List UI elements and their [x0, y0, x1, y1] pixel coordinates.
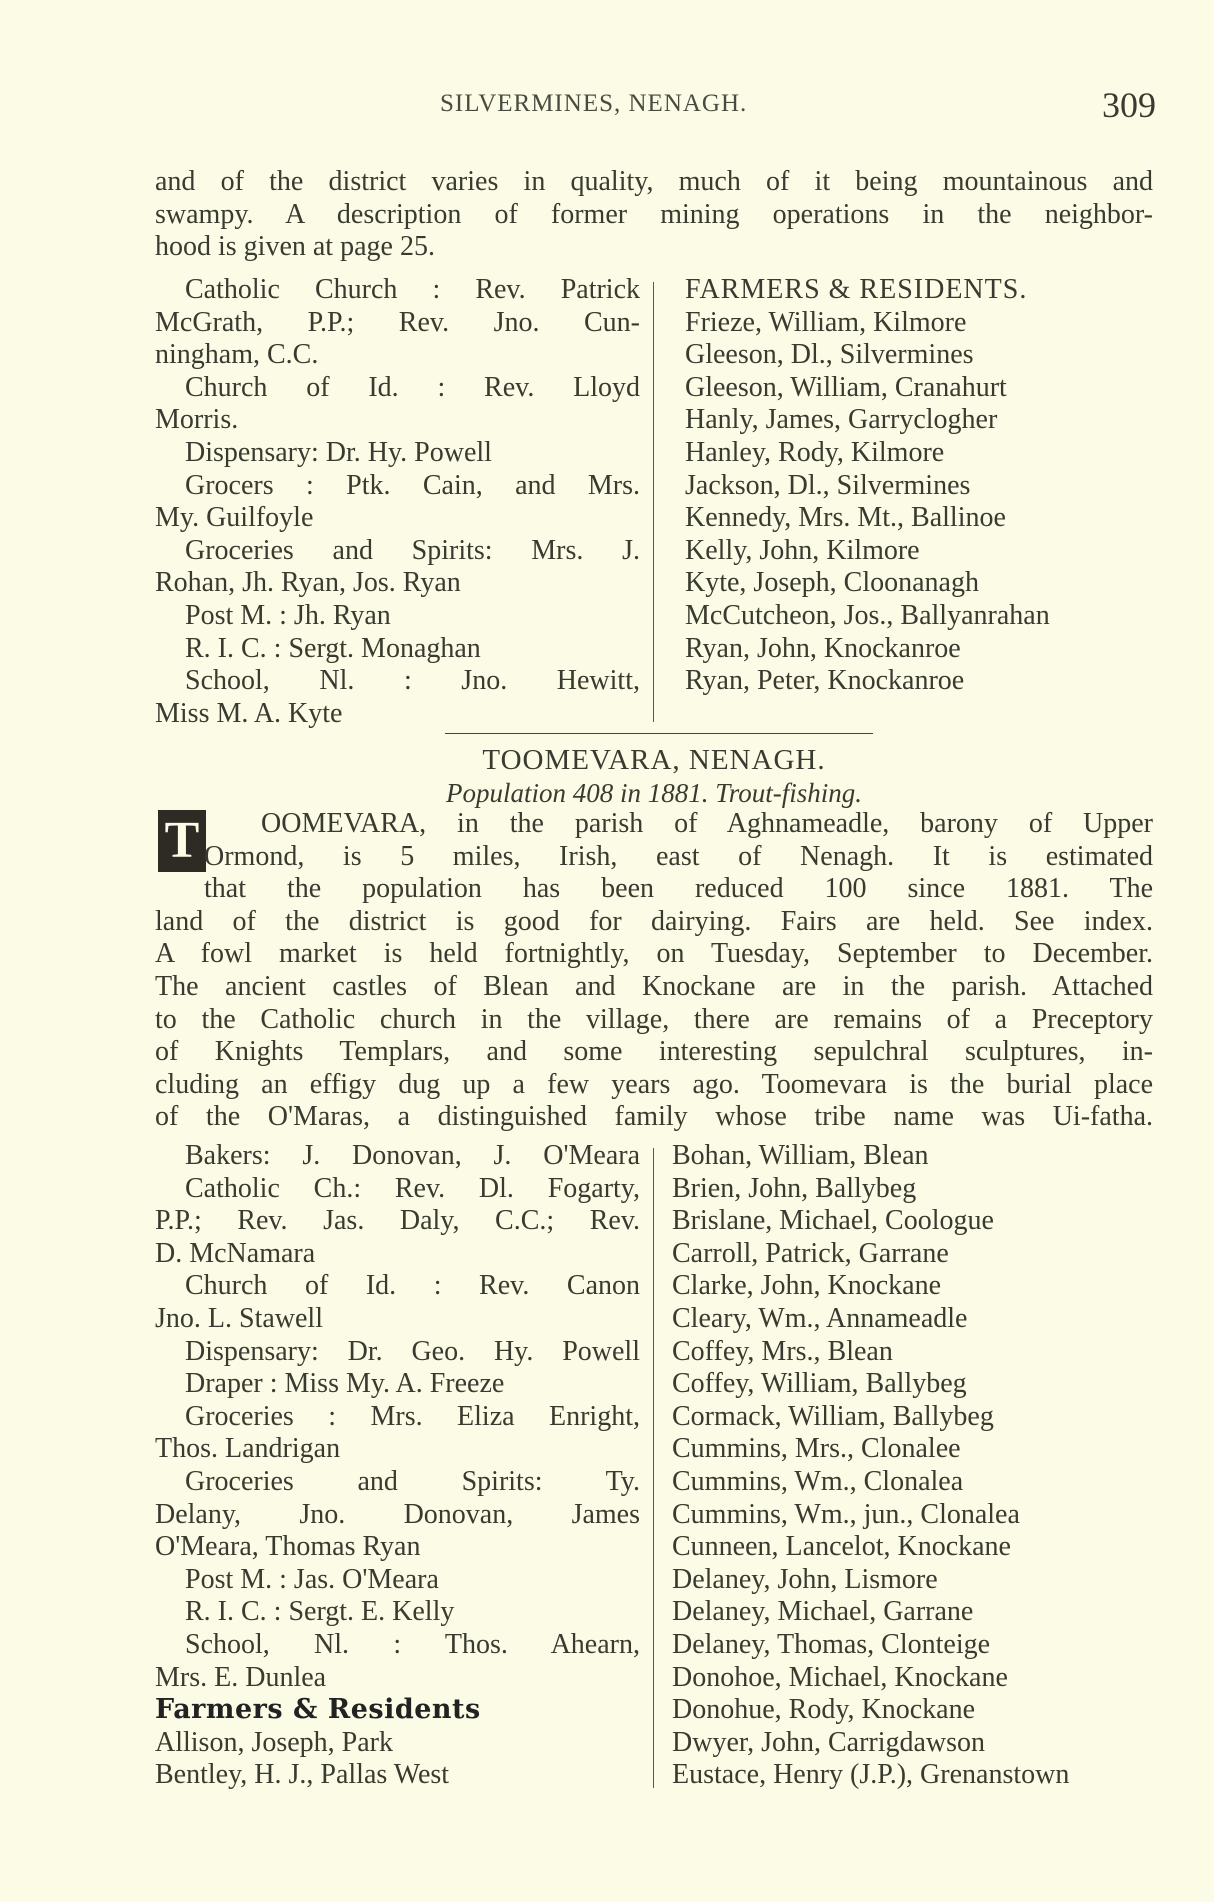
- resident-entry: Donohue, Rody, Knockane: [672, 1694, 976, 1726]
- text-line: swampy. A description of former mining operations in the neighbor-: [155, 198, 1153, 230]
- resident-entry: Cummins, Mrs., Clonalee: [672, 1433, 961, 1465]
- resident-entry: Jackson, Dl., Silvermines: [685, 469, 971, 501]
- resident-entry: Bohan, William, Blean: [672, 1140, 929, 1171]
- directory-entry: Delany, Jno. Donovan, James: [155, 1498, 640, 1530]
- directory-entry: Groceries and Spirits: Ty.: [185, 1465, 640, 1497]
- text-line: of Knights Templars, and some interesting sepulchral sculptures, in-: [155, 1036, 1153, 1068]
- directory-entry: Catholic Church : Rev. Patrick: [185, 274, 640, 305]
- directory-entry: Draper : Miss My. A. Freeze: [185, 1368, 505, 1400]
- silvermines-farmers: [685, 274, 1155, 698]
- resident-entry: Ryan, John, Knockanroe: [685, 632, 961, 664]
- directory-entry: ningham, C.C.: [155, 339, 319, 371]
- resident-entry: Cummins, Wm., jun., Clonalea: [672, 1498, 1020, 1530]
- directory-entry: Morris.: [155, 404, 239, 436]
- resident-entry: Coffey, Mrs., Blean: [672, 1335, 893, 1367]
- directory-entry: Bentley, H. J., Pallas West: [155, 1759, 450, 1791]
- directory-entry: Bakers: J. Donovan, J. O'Meara: [185, 1140, 640, 1171]
- text-line: cluding an effigy dug up a few years ago. Toomevara is the burial place: [155, 1068, 1153, 1100]
- text-line: hood is given at page 25.: [155, 231, 435, 263]
- directory-entry: O'Meara, Thomas Ryan: [155, 1531, 421, 1563]
- running-title: SILVERMINES, NENAGH.: [440, 90, 748, 117]
- resident-entry: Cummins, Wm., Clonalea: [672, 1465, 964, 1497]
- resident-entry: Hanley, Rody, Kilmore: [685, 436, 945, 468]
- toomevara-paragraph: [155, 808, 1153, 1134]
- resident-entry: Dwyer, John, Carrigdawson: [672, 1726, 986, 1758]
- directory-entry: Thos. Landrigan: [155, 1433, 341, 1465]
- directory-entry: Farmers & Residents: [155, 1694, 481, 1726]
- resident-entry: Cleary, Wm., Annameadle: [672, 1302, 968, 1334]
- directory-entry: Dispensary: Dr. Hy. Powell: [185, 436, 492, 468]
- directory-entry: School, Nl. : Jno. Hewitt,: [185, 665, 640, 697]
- directory-entry: R. I. C. : Sergt. Monaghan: [185, 632, 481, 664]
- resident-entry: Ryan, Peter, Knockanroe: [685, 665, 965, 697]
- text-line: OOMEVARA, in the parish of Aghnameadle, barony of Upper: [261, 808, 1153, 839]
- resident-entry: Brislane, Michael, Coologue: [672, 1205, 994, 1237]
- text-line: The ancient castles of Blean and Knockane are in the parish. Attached: [155, 970, 1153, 1002]
- silvermines-directory: [155, 274, 640, 730]
- resident-entry: Carroll, Patrick, Garrane: [672, 1237, 949, 1269]
- resident-entry: Cormack, William, Ballybeg: [672, 1400, 994, 1432]
- resident-entry: Kyte, Joseph, Cloonanagh: [685, 567, 979, 599]
- directory-entry: Mrs. E. Dunlea: [155, 1661, 327, 1693]
- directory-entry: Groceries and Spirits: Mrs. J.: [185, 534, 640, 566]
- resident-entry: Cunneen, Lancelot, Knockane: [672, 1531, 1011, 1563]
- directory-entry: School, Nl. : Thos. Ahearn,: [185, 1628, 640, 1660]
- directory-entry: Miss M. A. Kyte: [155, 697, 343, 729]
- section-subtitle: Population 408 in 1881. Trout-fishing.: [445, 778, 863, 808]
- resident-entry: Delaney, Thomas, Clonteige: [672, 1628, 991, 1660]
- resident-entry: Kelly, John, Kilmore: [685, 534, 920, 566]
- column-divider: [653, 282, 654, 722]
- resident-entry: McCutcheon, Jos., Ballyanrahan: [685, 599, 1050, 631]
- section-rule: [445, 733, 873, 734]
- text-line: of the O'Maras, a distinguished family whose tribe name was Ui-fatha.: [155, 1101, 1153, 1133]
- directory-entry: McGrath, P.P.; Rev. Jno. Cun-: [155, 306, 640, 338]
- text-line: Ormond, is 5 miles, Irish, east of Nenagh. It is estimated: [204, 840, 1153, 872]
- farmers-heading: FARMERS & RESIDENTS.: [685, 274, 1028, 305]
- drop-cap-letter: T: [164, 812, 200, 869]
- text-line: that the population has been reduced 100 since 1881. The: [204, 873, 1153, 905]
- resident-entry: Delaney, John, Lismore: [672, 1563, 938, 1595]
- resident-entry: Frieze, William, Kilmore: [685, 306, 967, 338]
- resident-entry: Gleeson, William, Cranahurt: [685, 371, 1007, 403]
- directory-entry: My. Guilfoyle: [155, 502, 314, 534]
- text-line: land of the district is good for dairying. Fairs are held. See index.: [155, 905, 1153, 937]
- column-divider-2: [653, 1148, 654, 1788]
- directory-entry: Allison, Joseph, Park: [155, 1726, 393, 1758]
- directory-entry: Dispensary: Dr. Geo. Hy. Powell: [185, 1335, 640, 1367]
- directory-entry: Post M. : Jh. Ryan: [185, 599, 391, 631]
- resident-entry: Gleeson, Dl., Silvermines: [685, 339, 974, 371]
- intro-paragraph: [155, 166, 1153, 264]
- resident-entry: Eustace, Henry (J.P.), Grenanstown: [672, 1759, 1070, 1791]
- directory-entry: Grocers : Ptk. Cain, and Mrs.: [185, 469, 640, 501]
- resident-entry: Donohoe, Michael, Knockane: [672, 1661, 1008, 1693]
- directory-entry: D. McNamara: [155, 1237, 316, 1269]
- page-number: 309: [1102, 85, 1156, 125]
- directory-entry: Post M. : Jas. O'Meara: [185, 1563, 439, 1595]
- section-title: TOOMEVARA, NENAGH.: [482, 744, 826, 776]
- directory-entry: R. I. C. : Sergt. E. Kelly: [185, 1596, 455, 1628]
- toomevara-farmers: [672, 1140, 1162, 1792]
- directory-entry: Groceries : Mrs. Eliza Enright,: [185, 1400, 640, 1432]
- text-line: and of the district varies in quality, much of it being mountainous and: [155, 166, 1153, 197]
- resident-entry: Clarke, John, Knockane: [672, 1270, 942, 1302]
- resident-entry: Coffey, William, Ballybeg: [672, 1368, 967, 1400]
- text-line: to the Catholic church in the village, there are remains of a Preceptory: [155, 1003, 1153, 1035]
- resident-entry: Brien, John, Ballybeg: [672, 1172, 917, 1204]
- directory-entry: Catholic Ch.: Rev. Dl. Fogarty,: [185, 1172, 640, 1204]
- directory-entry: P.P.; Rev. Jas. Daly, C.C.; Rev.: [155, 1205, 640, 1237]
- resident-entry: Kennedy, Mrs. Mt., Ballinoe: [685, 502, 1006, 534]
- directory-entry: Church of Id. : Rev. Lloyd: [185, 371, 640, 403]
- directory-entry: Church of Id. : Rev. Canon: [185, 1270, 640, 1302]
- toomevara-directory: [155, 1140, 640, 1792]
- resident-entry: Hanly, James, Garryclogher: [685, 404, 998, 436]
- resident-entry: Delaney, Michael, Garrane: [672, 1596, 974, 1628]
- directory-entry: Jno. L. Stawell: [155, 1302, 323, 1334]
- text-line: A fowl market is held fortnightly, on Tuesday, September to December.: [155, 938, 1153, 970]
- directory-entry: Rohan, Jh. Ryan, Jos. Ryan: [155, 567, 461, 599]
